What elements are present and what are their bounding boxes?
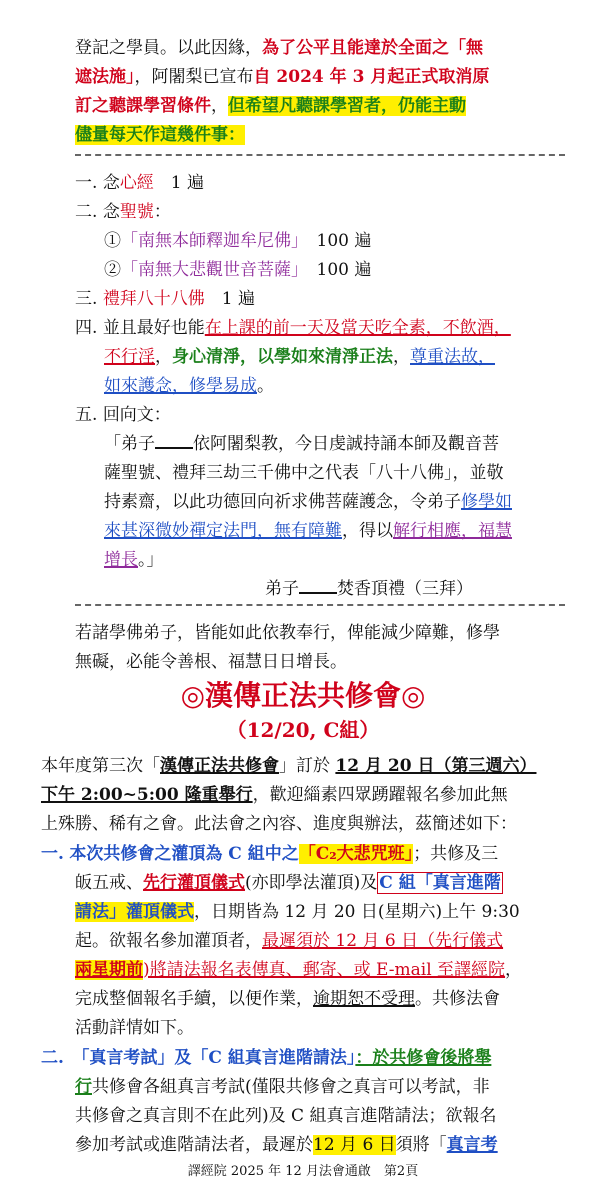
sec1-line-6: 完成整個報名手續，以便作業，逾期恕不受理。共修法會 bbox=[75, 989, 500, 1009]
announce-line-2: 下午 2:00~5:00 隆重舉行，歡迎緇素四眾踴躍報名參加此無 bbox=[41, 785, 508, 805]
sec2-line-2: 行共修會各組真言考試(僅限共修會之真言可以考試，非 bbox=[75, 1077, 490, 1097]
section-subtitle: （12/20, C組） bbox=[226, 718, 380, 742]
sec2-line-3: 共修會之真言則不在此列)及 C 組真言進階請法；欲報名 bbox=[75, 1106, 497, 1126]
intro-line-3: 訂之聽課學習條件，但希望凡聽課學習者，仍能主動 bbox=[75, 96, 466, 116]
item-1: 一. 念心經 1 遍 bbox=[75, 173, 205, 193]
dedication-line-3: 持素齋，以此功德回向祈求佛菩薩護念，令弟子修學如 bbox=[104, 492, 512, 512]
signature-line: 弟子 焚香頂禮（三拜） bbox=[265, 579, 473, 599]
sec2-line-1: 二. 「真言考試」及「C 組真言進階請法」：於共修會後將舉 bbox=[41, 1048, 492, 1068]
divider-1 bbox=[75, 154, 565, 156]
intro-line-4: 儘量每天作這幾件事： bbox=[75, 125, 245, 145]
item-2: 二. 念聖號： bbox=[75, 202, 171, 222]
item-2-sub-1: ①「南無本師釋迦牟尼佛」 100 遍 bbox=[104, 231, 372, 251]
sec2-line-4: 參加考試或進階請法者，最遲於12 月 6 日須將「真言考 bbox=[75, 1135, 498, 1155]
page-footer: 譯經院 2025 年 12 月法會通啟 第2頁 bbox=[187, 1164, 419, 1179]
signature-blank bbox=[299, 578, 337, 594]
sec1-line-3: 請法」灌頂儀式，日期皆為 12 月 20 日(星期六)上午 9:30 bbox=[75, 902, 520, 922]
section-title: ◎漢傳正法共修會◎ bbox=[180, 679, 426, 712]
dedication-line-5: 增長。」 bbox=[104, 550, 164, 570]
closing-line-2: 無礙，必能令善根、福慧日日增長。 bbox=[75, 652, 347, 672]
item-4-line-2: 不行淫，身心清淨，以學如來清淨正法，尊重法故， bbox=[104, 347, 495, 367]
dedication-line-4: 來甚深微妙禪定法門，無有障難，得以解行相應，福慧 bbox=[104, 521, 512, 541]
sec1-line-4: 起。欲報名參加灌頂者，最遲須於 12 月 6 日（先行儀式 bbox=[75, 931, 504, 951]
sec1-line-2: 皈五戒、先行灌頂儀式(亦即學法灌頂)及 C 組「真言進階 bbox=[75, 873, 501, 893]
divider-2 bbox=[75, 604, 565, 606]
item-4-line-1: 四. 並且最好也能在上課的前一天及當天吃全素，不飲酒， bbox=[75, 318, 511, 338]
sec1-line-7: 活動詳情如下。 bbox=[75, 1018, 194, 1038]
announce-line-1: 本年度第三次「漢傳正法共修會」訂於 12 月 20 日（第三週六） bbox=[41, 756, 537, 776]
sec1-line-1: 一. 本次共修會之灌頂為 C 組中之「C₂大悲咒班」；共修及三 bbox=[41, 844, 499, 864]
closing-line-1: 若諸學佛弟子，皆能如此依教奉行，俾能減少障難，修學 bbox=[75, 623, 500, 643]
item-3: 三. 禮拜八十八佛 1 遍 bbox=[75, 289, 256, 309]
dedication-line-2: 薩聖號、禮拜三劫三千佛中之代表「八十八佛」，並敬 bbox=[104, 463, 504, 483]
dedication-line-1: 「弟子 依阿闍梨教，今日虔誠持誦本師及觀音菩 bbox=[104, 434, 499, 454]
announce-line-3: 上殊勝、稀有之會。此法會之內容、進度與辦法，茲簡述如下： bbox=[41, 814, 517, 834]
item-2-sub-2: ②「南無大悲觀世音菩薩」 100 遍 bbox=[104, 260, 372, 280]
item-4-line-3: 如來護念，修學易成。 bbox=[104, 376, 274, 396]
intro-line-1: 登記之學員。以此因緣，為了公平且能達於全面之「無 bbox=[75, 38, 483, 58]
item-5: 五. 回向文： bbox=[75, 405, 171, 425]
name-blank bbox=[155, 433, 193, 449]
sec1-line-5: 兩星期前)將請法報名表傳真、郵寄、或 E-mail 至譯經院， bbox=[75, 960, 523, 980]
intro-line-2: 遮法施」，阿闍梨已宣布自 2024 年 3 月起正式取消原 bbox=[75, 67, 490, 87]
